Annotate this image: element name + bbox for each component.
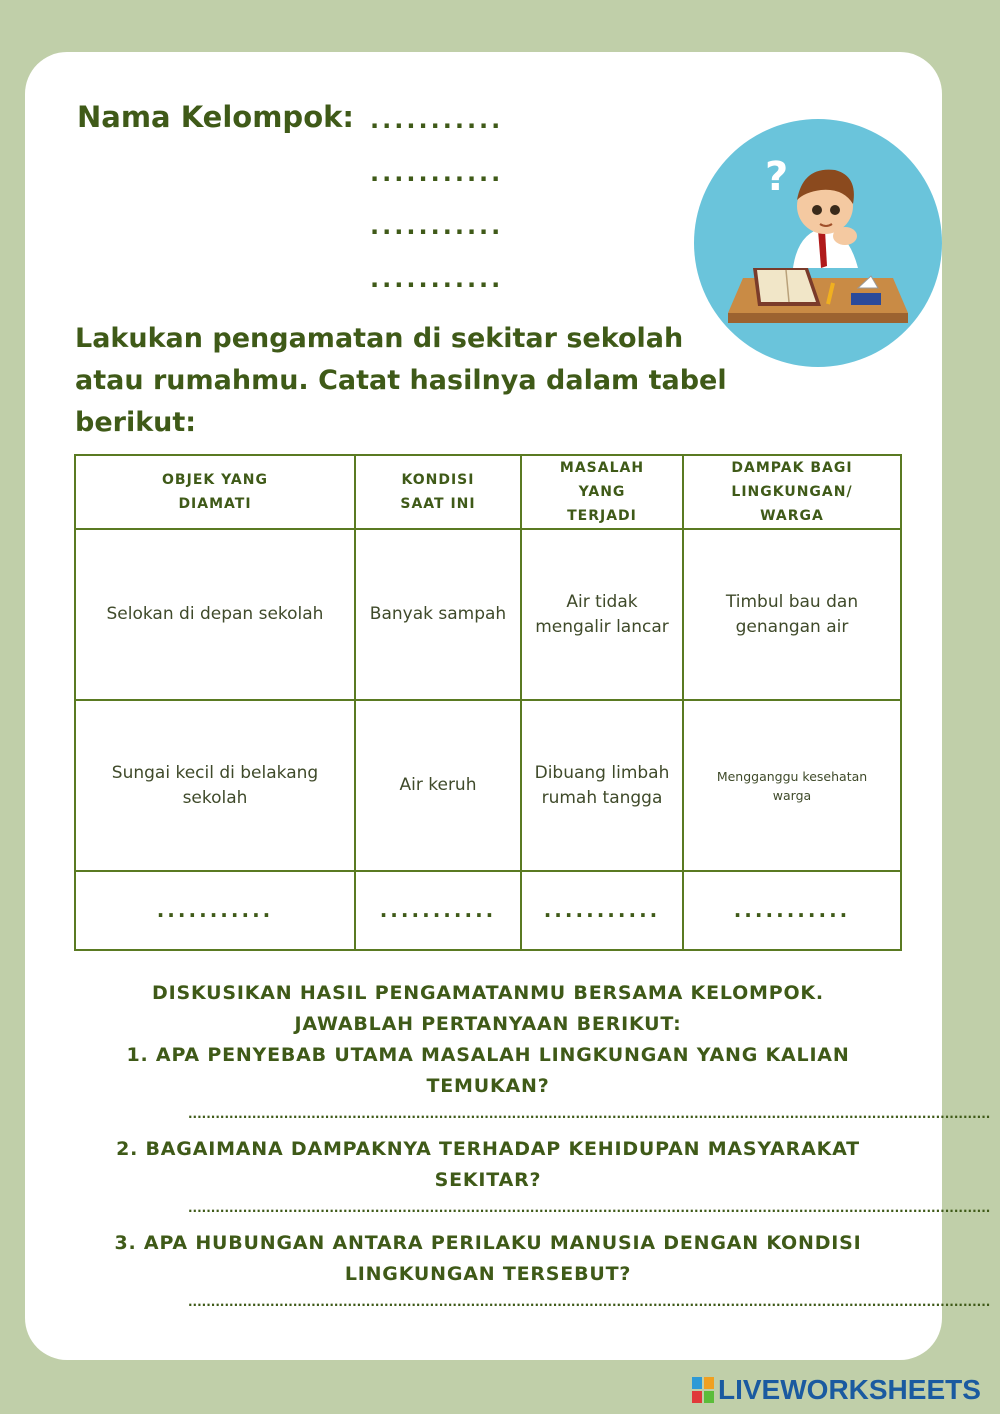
table-cell: Dibuang limbah rumah tangga (521, 700, 683, 871)
blank-cell-problem[interactable]: ........... (521, 871, 683, 950)
question-2: 2. BAGAIMANA DAMPAKNYA TERHADAP KEHIDUPAN MASYARAKAT SEKITAR? (116, 1138, 860, 1191)
blank-cell-condition[interactable]: ........... (355, 871, 521, 950)
instruction-text: Lakukan pengamatan di sekitar sekolah atau rumahmu. Catat hasilnya dalam tabel berikut: (75, 323, 727, 438)
table-row (75, 700, 901, 871)
discussion-section (75, 978, 991, 1322)
liveworksheets-wordmark: LIVEWORKSHEETS (718, 1374, 981, 1405)
table-cell: Air tidak mengalir lancar (521, 529, 683, 700)
liveworksheets-logo-icon (692, 1377, 714, 1403)
header-problem: MASALAH YANG TERJADI (521, 455, 683, 529)
header-condition: KONDISI SAAT INI (355, 455, 521, 529)
table-row (75, 529, 901, 700)
blank-cell-impact[interactable]: ........... (683, 871, 901, 950)
discussion-instruction: JAWABLAH PERTANYAAN BERIKUT: (294, 1013, 682, 1035)
table-row-blank (75, 871, 901, 950)
table-cell: Selokan di depan sekolah (75, 529, 355, 700)
observation-table (74, 454, 902, 951)
table-header-row (75, 455, 901, 529)
table-cell: Timbul bau dan genangan air (683, 529, 901, 700)
liveworksheets-brand[interactable] (692, 1374, 981, 1406)
header-impact: DAMPAK BAGI LINGKUNGAN/ WARGA (683, 455, 901, 529)
group-member-blank-2[interactable]: ........... (370, 159, 504, 187)
question-3: 3. APA HUBUNGAN ANTARA PERILAKU MANUSIA DENGAN KONDISI LINGKUNGAN TERSEBUT? (114, 1232, 862, 1285)
table-cell: Banyak sampah (355, 529, 521, 700)
answer-line-3[interactable]: ................................................................................................................................................................................ (188, 1295, 991, 1309)
table-cell: Mengganggu kesehatan warga (683, 700, 901, 871)
discussion-intro: DISKUSIKAN HASIL PENGAMATANMU BERSAMA KELOMPOK. (152, 982, 824, 1004)
table-cell: Air keruh (355, 700, 521, 871)
group-member-blank-3[interactable]: ........... (370, 212, 504, 240)
blank-cell-object[interactable]: ........... (75, 871, 355, 950)
svg-text:?: ? (765, 154, 789, 200)
group-member-blank-4[interactable]: ........... (370, 265, 504, 293)
answer-line-2[interactable]: ................................................................................................................................................................................ (188, 1201, 991, 1215)
group-name-label: Nama Kelompok: (77, 100, 355, 134)
answer-line-1[interactable]: ................................................................................................................................................................................ (188, 1107, 991, 1121)
question-1: 1. APA PENYEBAB UTAMA MASALAH LINGKUNGAN YANG KALIAN TEMUKAN? (126, 1044, 850, 1097)
group-member-blank-1[interactable]: ........... (370, 106, 504, 134)
table-cell: Sungai kecil di belakang sekolah (75, 700, 355, 871)
header-object: OBJEK YANG DIAMATI (75, 455, 355, 529)
